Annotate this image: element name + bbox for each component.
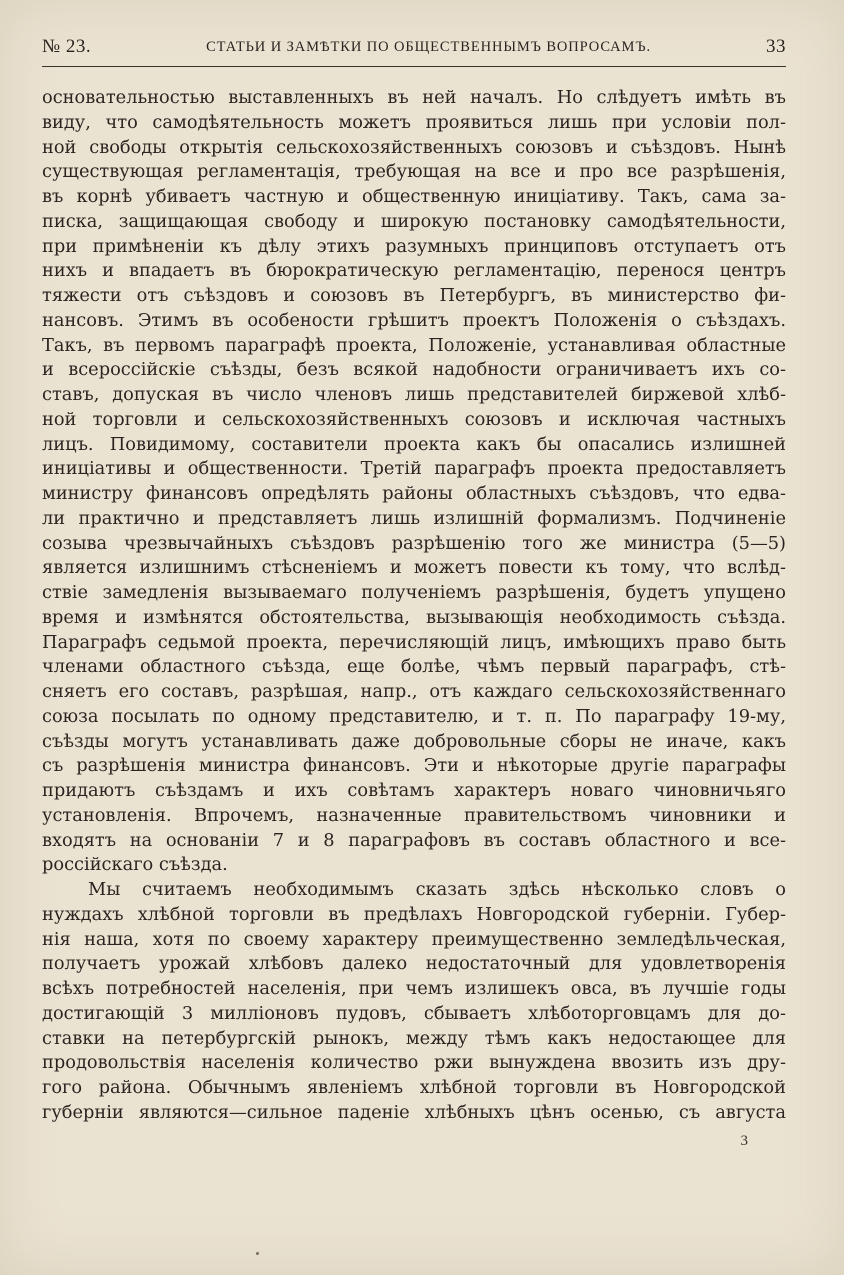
text-line: придаютъ съѣздамъ и ихъ совѣтамъ характеръ новаго чиновничьяго <box>42 780 786 801</box>
issue-number: № 23. <box>42 36 92 57</box>
text-line: время и измѣнятся обстоятельства, вызывающія необходимость съѣзда. <box>42 606 786 628</box>
header-rule <box>42 66 786 67</box>
text-line: получаетъ урожай хлѣбовъ далеко недостаточный для удовлетворенія <box>42 953 786 975</box>
text-line: нихъ и впадаетъ въ бюрократическую регламентацію, перенося центръ <box>42 260 786 282</box>
article-body <box>42 86 786 1126</box>
running-header <box>42 32 786 62</box>
text-line: достигающій 3 милліоновъ пудовъ, сбываетъ хлѣботорговцамъ для до- <box>42 1002 786 1024</box>
text-line: ной торговли и сельскохозяйственныхъ союзовъ и исключая частныхъ <box>42 408 786 430</box>
text-line: членами областного съѣзда, еще болѣе, чѣмъ первый параграфъ, стѣ- <box>42 656 786 678</box>
page-number: 33 <box>765 36 786 57</box>
paper-speck <box>256 1252 259 1255</box>
text-line: нія наша, хотя по своему характеру преимущественно земледѣльческая, <box>42 928 786 950</box>
printer-signature-mark: 3 <box>740 1133 748 1149</box>
text-line: иниціативы и общественности. Третій параграфъ проекта предоставляетъ <box>42 458 786 480</box>
text-line: Параграфъ седьмой проекта, перечисляющій лицъ, имѣющихъ право быть <box>42 631 786 653</box>
text-line: ствіе замедленія вызываемаго полученіемъ разрѣшенія, будетъ упущено <box>42 582 786 603</box>
text-line: союза посылать по одному представителю, и т. п. По параграфу 19-му, <box>42 705 786 727</box>
text-line: губерніи являются—сильное паденіе хлѣбныхъ цѣнъ осенью, съ августа <box>42 1101 786 1123</box>
text-line: Такъ, въ первомъ параграфѣ проекта, Положеніе, устанавливая областные <box>42 334 786 356</box>
text-line: ной свободы открытія сельскохозяйственныхъ союзовъ и съѣздовъ. Нынѣ <box>42 136 786 158</box>
text-line: съѣзды могутъ устанавливать даже добровольные сборы не иначе, какъ <box>42 730 786 752</box>
text-line: россійскаго съѣзда. <box>42 854 228 876</box>
text-line: основательностью выставленныхъ въ ней началъ. Но слѣдуетъ имѣть въ <box>42 87 786 108</box>
running-title: СТАТЬИ И ЗАМѢТКИ ПО ОБЩЕСТВЕННЫМЪ ВОПРОСАМЪ. <box>206 38 652 55</box>
text-line: нансовъ. Этимъ въ особености грѣшитъ проектъ Положенія о съѣздахъ. <box>42 309 786 331</box>
text-line: является излишнимъ стѣсненіемъ и можетъ повести къ тому, что вслѣд- <box>42 557 786 579</box>
paragraph-1 <box>42 86 786 878</box>
text-line: Мы считаемъ необходимымъ сказать здѣсь нѣсколько словъ о <box>88 879 786 900</box>
text-line: съ разрѣшенія министра финансовъ. Эти и нѣкоторые другіе параграфы <box>42 755 786 777</box>
text-line: при примѣненіи къ дѣлу этихъ разумныхъ принциповъ отступаетъ отъ <box>42 235 786 257</box>
text-line: нуждахъ хлѣбной торговли въ предѣлахъ Новгородской губерніи. Губер- <box>42 903 786 925</box>
text-line: продовольствія населенія количество ржи вынуждена ввозить изъ дру- <box>42 1052 786 1074</box>
text-line: ставки на петербургскій рынокъ, между тѣмъ какъ недостающее для <box>42 1027 786 1049</box>
text-line: установленія. Впрочемъ, назначенные правительствомъ чиновники и <box>42 804 786 826</box>
text-line: и всероссійскіе съѣзды, безъ всякой надобности ограничиваетъ ихъ со- <box>42 359 786 381</box>
text-line: въ корнѣ убиваетъ частную и общественную иниціативу. Такъ, сама за- <box>42 186 786 207</box>
text-line: виду, что самодѣятельность можетъ проявиться лишь при условіи пол- <box>42 111 786 133</box>
text-line: входятъ на основаніи 7 и 8 параграфовъ въ составъ областного и все- <box>42 829 786 851</box>
text-line: существующая регламентація, требующая на все и про все разрѣшенія, <box>42 161 786 183</box>
text-line: ли практично и представляетъ лишь излишній формализмъ. Подчиненіе <box>42 507 786 529</box>
text-line: тяжести отъ съѣздовъ и союзовъ въ Петербургъ, въ министерство фи- <box>42 285 786 306</box>
text-line: сняетъ его составъ, разрѣшая, напр., отъ каждаго сельскохозяйственнаго <box>42 681 786 702</box>
text-line: созыва чрезвычайныхъ съѣздовъ разрѣшенію того же министра (5—5) <box>42 532 786 554</box>
text-line: министру финансовъ опредѣлять районы областныхъ съѣздовъ, что едва- <box>42 483 786 504</box>
paragraph-2 <box>42 878 786 1126</box>
text-line: лицъ. Повидимому, составители проекта какъ бы опасались излишней <box>42 433 786 455</box>
text-line: всѣхъ потребностей населенія, при чемъ излишекъ овса, въ лучшіе годы <box>42 978 786 999</box>
text-line: писка, защищающая свободу и широкую постановку самодѣятельности, <box>42 210 786 232</box>
text-line: ставъ, допуская въ число членовъ лишь представителей биржевой хлѣб- <box>42 384 786 405</box>
text-line: гого района. Обычнымъ явленіемъ хлѣбной торговли въ Новгородской <box>42 1077 786 1098</box>
